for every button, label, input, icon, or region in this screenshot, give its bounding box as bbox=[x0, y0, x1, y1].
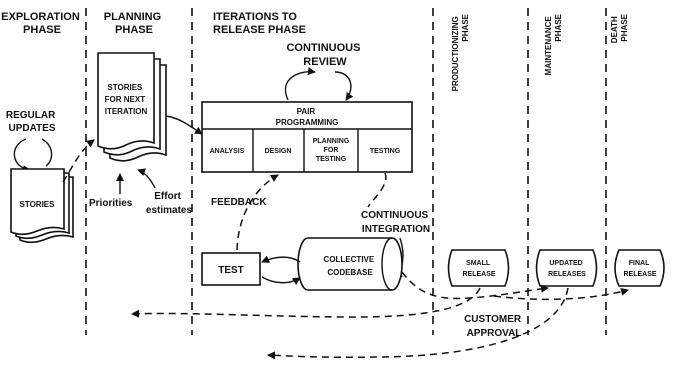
activity-planning-for-testing-line: PLANNING bbox=[312, 138, 350, 145]
activity-design: DESIGN bbox=[264, 148, 292, 155]
pair-programming-label: PAIR PROGRAMMING bbox=[275, 107, 339, 127]
activity-analysis: ANALYSIS bbox=[209, 148, 245, 155]
continuous-review-loop-right bbox=[335, 72, 351, 100]
planning-to-pair-programming-arrow bbox=[166, 116, 202, 134]
regular-updates-loop-top bbox=[42, 139, 52, 166]
maintenance-phase-title: MAINTENANCE PHASE bbox=[544, 14, 563, 76]
death-phase-title: DEATH PHASE bbox=[610, 14, 629, 44]
test-label: TEST bbox=[218, 265, 244, 276]
small-release-label: SMALL RELEASE bbox=[462, 260, 496, 278]
activity-planning-for-testing-line: FOR bbox=[323, 147, 339, 154]
effort-estimates-label: Effort estimates bbox=[145, 191, 193, 216]
feedback-arrow bbox=[237, 175, 278, 250]
stories-label: STORIES bbox=[19, 200, 55, 209]
productionizing-phase-title: PRODUCTIONIZING PHASE bbox=[451, 14, 470, 92]
collective-codebase-label: COLLECTIVE CODEBASE bbox=[323, 255, 375, 277]
release-to-updated-arrow bbox=[494, 290, 628, 299]
feedback-label: FEEDBACK bbox=[211, 197, 267, 208]
release-feedback-loop-1 bbox=[132, 288, 480, 317]
updated-releases-shape bbox=[537, 250, 597, 286]
regular-updates-label: REGULAR UPDATES bbox=[5, 110, 56, 134]
activity-planning-for-testing-line: TESTING bbox=[315, 156, 347, 163]
priorities-label: Priorities bbox=[89, 198, 133, 209]
regular-updates-loop-arrow bbox=[14, 139, 30, 170]
final-release-shape bbox=[615, 250, 664, 286]
continuous-review-label: CONTINUOUS REVIEW bbox=[286, 42, 361, 68]
testing-to-integration-arrow bbox=[368, 173, 386, 207]
activity-testing: TESTING bbox=[369, 148, 401, 155]
continuous-integration-label: CONTINUOUS INTEGRATION bbox=[360, 210, 431, 235]
updated-releases-label: UPDATED RELEASES bbox=[548, 260, 586, 278]
collective-codebase-cylinder bbox=[298, 238, 402, 290]
continuous-review-loop bbox=[285, 72, 315, 100]
effort-estimates-arrow bbox=[138, 170, 155, 188]
planning-phase-title: PLANNING PHASE bbox=[103, 11, 162, 36]
customer-approval-label: CUSTOMER APPROVAL bbox=[464, 314, 522, 339]
small-release-shape bbox=[449, 250, 509, 286]
exploration-phase-title: EXPLORATION PHASE bbox=[1, 11, 80, 36]
final-release-label: FINAL RELEASE bbox=[623, 260, 657, 278]
codebase-to-test-arrow bbox=[262, 257, 300, 262]
stories-for-next-iteration-label: STORIES FOR NEXT ITERATION bbox=[104, 83, 148, 116]
iterations-phase-title: ITERATIONS TO RELEASE PHASE bbox=[213, 11, 306, 36]
test-to-codebase-arrow bbox=[262, 277, 300, 283]
